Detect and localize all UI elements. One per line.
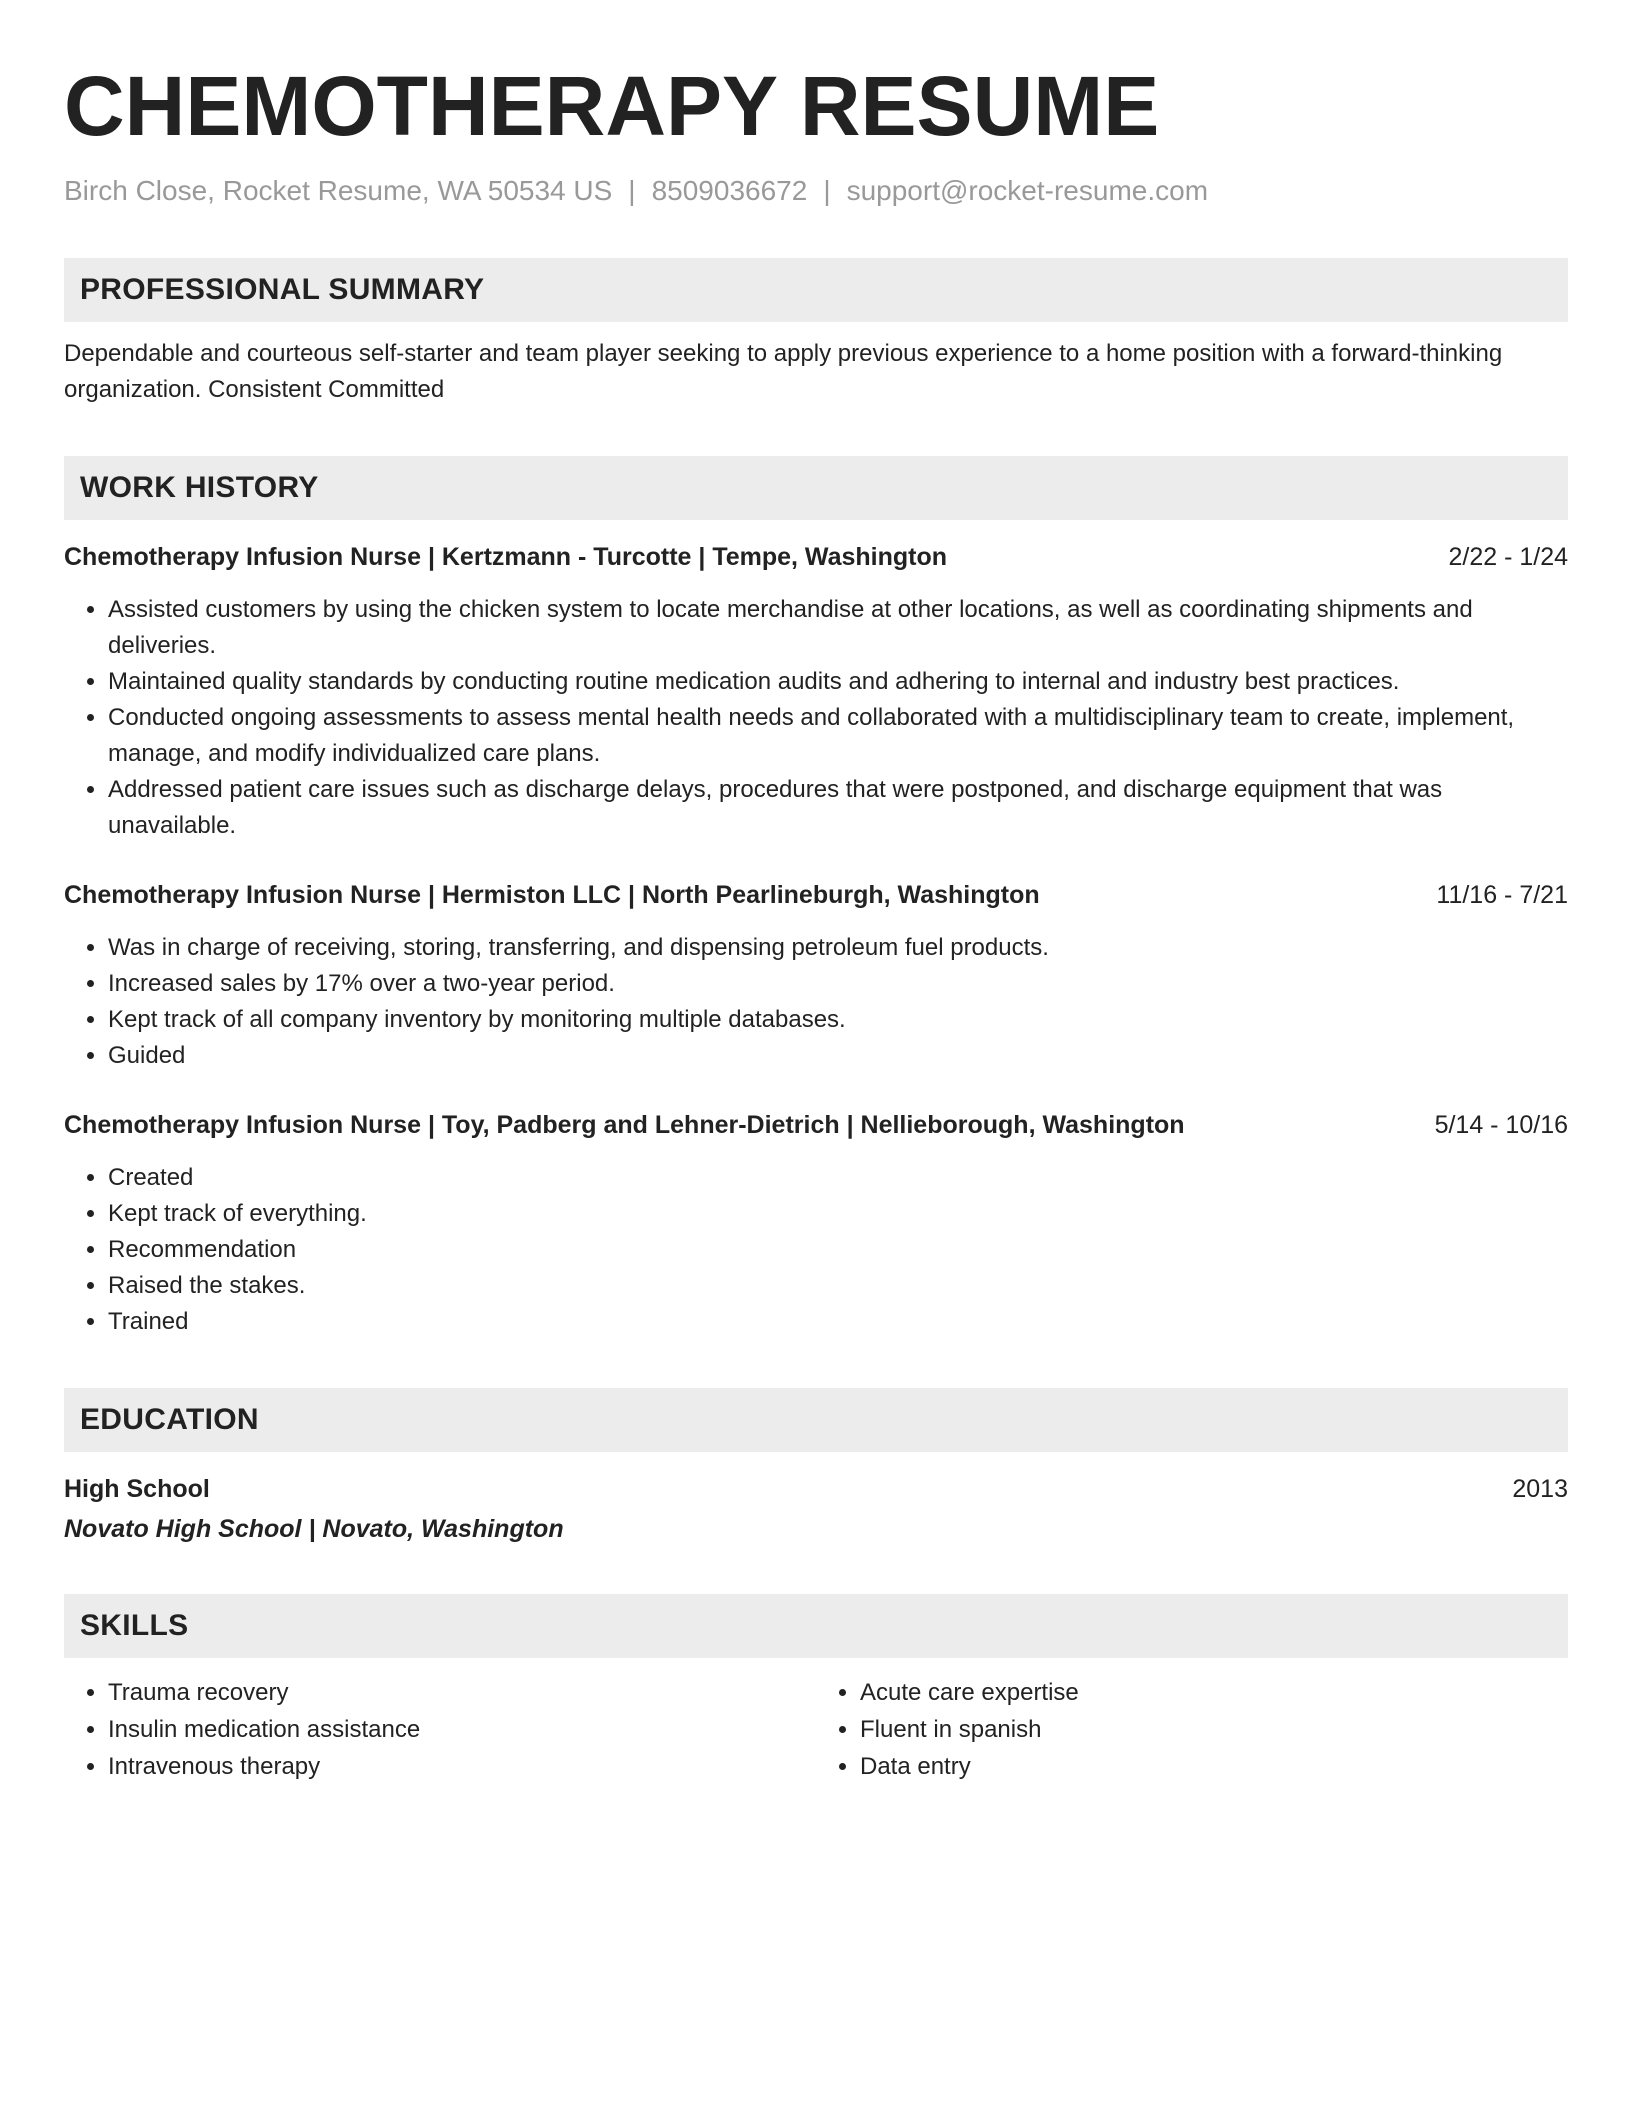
- resume-title: CHEMOTHERAPY RESUME: [64, 59, 1160, 153]
- job-bullet: • Kept track of all company inventory by monitoring multiple databases.: [108, 1002, 1568, 1038]
- section-header-work-history: WORK HISTORY: [64, 456, 1568, 520]
- job-bullet: • Addressed patient care issues such as discharge delays, procedures that were postponed, and discharge equipment that was unavailable.: [108, 772, 1568, 844]
- contact-separator: |: [823, 175, 831, 206]
- job-header: [64, 1108, 1568, 1142]
- education-entry: [64, 1472, 1568, 1546]
- job-entry: [64, 1108, 1568, 1340]
- skill-item: • Data entry: [860, 1748, 1568, 1785]
- education-degree: High School: [64, 1475, 210, 1503]
- skill-item: • Acute care expertise: [860, 1674, 1568, 1711]
- job-bullet: • Recommendation: [108, 1232, 1568, 1268]
- section-header-skills: SKILLS: [64, 1594, 1568, 1658]
- skill-item: • Fluent in spanish: [860, 1711, 1568, 1748]
- job-bullet: • Raised the stakes.: [108, 1268, 1568, 1304]
- skill-item: • Trauma recovery: [108, 1674, 816, 1711]
- education-header: [64, 1472, 1568, 1506]
- job-bullets: [64, 930, 1568, 1074]
- skill-item: • Insulin medication assistance: [108, 1711, 816, 1748]
- skill-item: • Intravenous therapy: [108, 1748, 816, 1785]
- skills-column-right: [816, 1674, 1568, 1785]
- job-bullet: • Conducted ongoing assessments to assess mental health needs and collaborated with a multidisciplinary team to create, implement, manage, and modify individualized care plans.: [108, 700, 1568, 772]
- job-bullet: • Was in charge of receiving, storing, transferring, and dispensing petroleum fuel products.: [108, 930, 1568, 966]
- section-header-education: EDUCATION: [64, 1388, 1568, 1452]
- job-dates: 11/16 - 7/21: [1436, 881, 1568, 909]
- education-school: Novato High School | Novato, Washington: [64, 1515, 564, 1543]
- job-dates: 2/22 - 1/24: [1448, 543, 1568, 571]
- job-entry: [64, 878, 1568, 1074]
- contact-phone: 8509036672: [651, 175, 808, 206]
- contact-address: Birch Close, Rocket Resume, WA 50534 US: [64, 175, 613, 206]
- job-bullet: • Increased sales by 17% over a two-year period.: [108, 966, 1568, 1002]
- job-bullets: [64, 592, 1568, 844]
- summary-text: Dependable and courteous self-starter and team player seeking to apply previous experience to a home position with a forward-thinking organization. Consistent Committed: [64, 340, 1503, 403]
- skills-list: [64, 1674, 1568, 1785]
- skills-column-left: [64, 1674, 816, 1785]
- job-bullet: • Assisted customers by using the chicken system to locate merchandise at other locations, as well as coordinating shipments and deliveries.: [108, 592, 1568, 664]
- job-bullet: • Kept track of everything.: [108, 1196, 1568, 1232]
- section-header-professional-summary: PROFESSIONAL SUMMARY: [64, 258, 1568, 322]
- contact-line: [64, 174, 1568, 208]
- job-bullet: • Trained: [108, 1304, 1568, 1340]
- contact-email: support@rocket-resume.com: [846, 175, 1209, 206]
- contact-separator: |: [628, 175, 636, 206]
- job-title: Chemotherapy Infusion Nurse | Kertzmann - Turcotte | Tempe, Washington: [64, 543, 948, 571]
- job-bullets: [64, 1160, 1568, 1340]
- job-title: Chemotherapy Infusion Nurse | Toy, Padberg and Lehner-Dietrich | Nellieborough, Washington: [64, 1111, 1185, 1139]
- job-title: Chemotherapy Infusion Nurse | Hermiston LLC | North Pearlineburgh, Washington: [64, 881, 1040, 909]
- job-header: [64, 878, 1568, 912]
- job-header: [64, 540, 1568, 574]
- job-bullet: • Guided: [108, 1038, 1568, 1074]
- job-bullet: • Maintained quality standards by conducting routine medication audits and adhering to internal and industry best practices.: [108, 664, 1568, 700]
- education-year: 2013: [1512, 1475, 1568, 1503]
- job-bullet: • Created: [108, 1160, 1568, 1196]
- job-entry: [64, 540, 1568, 844]
- job-dates: 5/14 - 10/16: [1434, 1111, 1568, 1139]
